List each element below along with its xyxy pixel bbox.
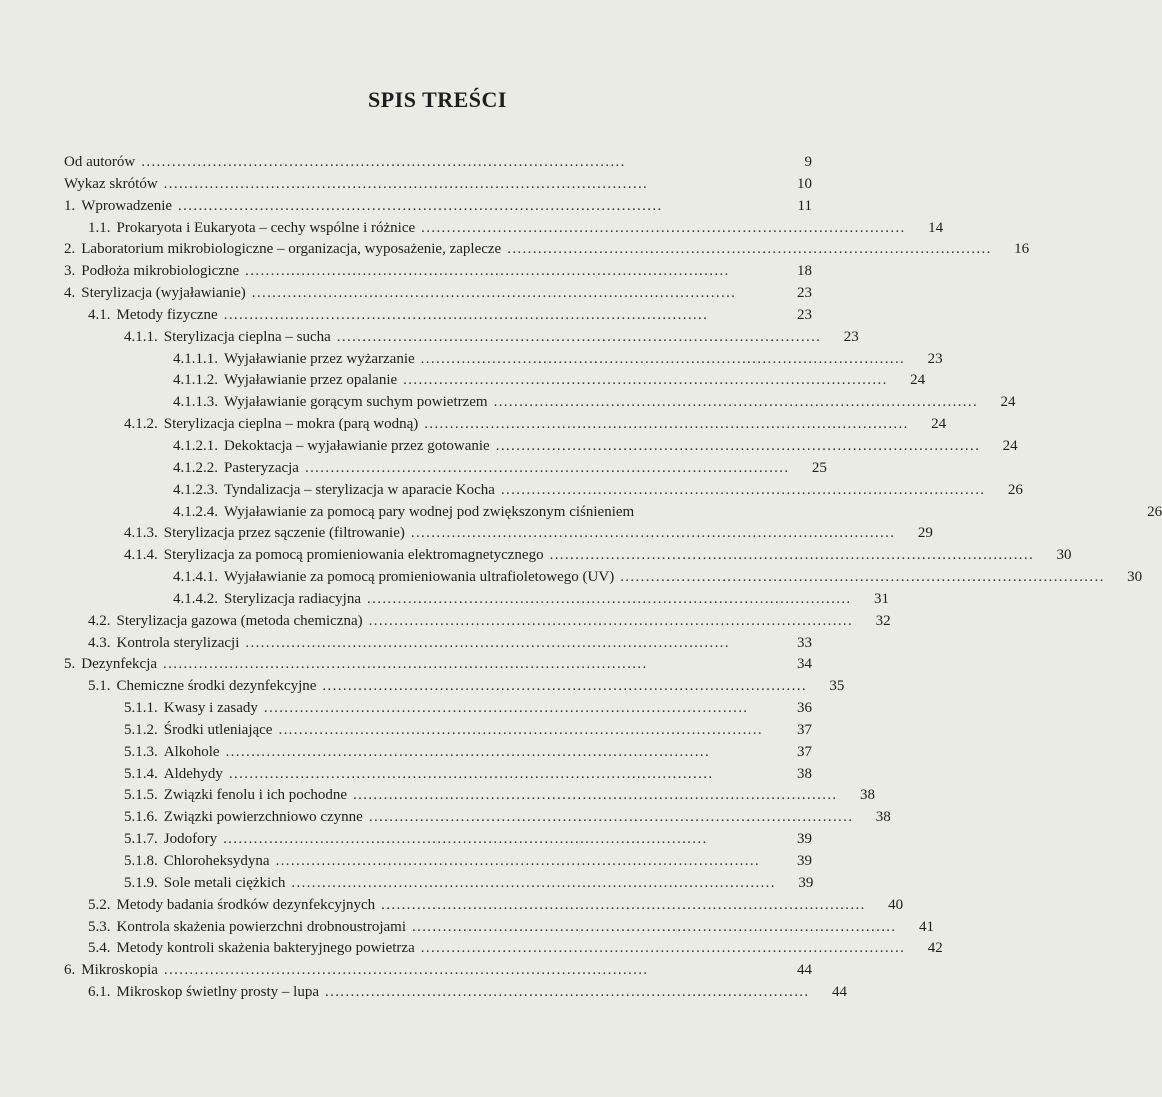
toc-entry-page-number: 24 [931, 416, 947, 433]
toc-entry-number: 5.1. [88, 678, 111, 695]
toc-dot-leader [141, 152, 772, 174]
toc-entry [64, 567, 1143, 589]
toc-entry [64, 545, 1072, 567]
toc-dot-leader [421, 938, 903, 960]
toc-entry-number: 4.1.4.2. [173, 590, 218, 607]
toc-entry-number: 4.1.3. [124, 525, 158, 542]
toc-entry [64, 349, 943, 371]
toc-entry-number: 4.1.1.3. [173, 394, 218, 411]
toc-entry-page-number: 26 [1147, 503, 1162, 520]
toc-entry-label: Metody kontroli skażenia bakteryjnego powietrza [116, 940, 415, 957]
toc-entry [64, 458, 827, 480]
toc-dot-leader [501, 480, 983, 502]
toc-entry [64, 676, 845, 698]
toc-entry-label: Kontrola sterylizacji [116, 634, 240, 651]
toc-entry-label: Sole metali ciężkich [163, 874, 286, 891]
toc-dot-leader [353, 785, 835, 807]
toc-entry-label: Metody fizyczne [116, 306, 218, 323]
toc-dot-leader [369, 611, 851, 633]
toc-dot-leader [367, 589, 849, 611]
toc-entry-number: 5.1.9. [124, 874, 158, 891]
page-title: SPIS TREŚCI [368, 86, 507, 112]
toc-dot-leader [164, 960, 772, 982]
toc-entry-page-number: 16 [1014, 241, 1030, 258]
toc-dot-leader [163, 654, 772, 676]
toc-entry-page-number: 44 [831, 984, 847, 1001]
toc-entry [64, 239, 1030, 261]
toc-entry-page-number: 38 [859, 787, 875, 804]
toc-entry-label: Sterylizacja radiacyjna [224, 590, 362, 607]
toc-entry [64, 196, 812, 218]
toc-entry-page-number: 37 [797, 721, 812, 738]
toc-entry [64, 873, 812, 895]
toc-entry [64, 611, 891, 633]
toc-entry-page-number: 34 [797, 656, 812, 673]
toc-entry-label: Sterylizacja cieplna – sucha [163, 328, 331, 345]
toc-entry-number: 4.1.2.4. [173, 503, 218, 520]
toc-dot-leader [494, 392, 976, 414]
toc-entry-page-number: 23 [797, 306, 812, 323]
toc-entry-label: Metody badania środków dezynfekcyjnych [116, 896, 376, 913]
toc-entry [64, 414, 947, 436]
toc-entry-number: 5.4. [88, 940, 111, 957]
toc-entry-number: 4.1.2.1. [173, 437, 218, 454]
toc-entry [64, 480, 1023, 502]
toc-entry-label: Alkohole [163, 743, 220, 760]
toc-entry-label: Kontrola skażenia powierzchni drobnoustrojami [116, 918, 406, 935]
toc-entry-label: Mikroskopia [81, 962, 158, 979]
toc-entry-label: Jodofory [163, 831, 218, 848]
toc-entry-number: 5.3. [88, 918, 111, 935]
toc-entry-label: Wyjaławianie gorącym suchym powietrzem [224, 394, 488, 411]
toc-entry-page-number: 44 [797, 962, 812, 979]
toc-entry-label: Sterylizacja przez sączenie (filtrowanie) [163, 525, 405, 542]
toc-entry-page-number: 38 [875, 809, 891, 826]
toc-entry-label: Sterylizacja gazowa (metoda chemiczna) [116, 612, 363, 629]
toc-entry-label: Mikroskop świetlny prosty – lupa [116, 984, 319, 1001]
toc-entry-number: 5.1.8. [124, 853, 158, 869]
toc-entry-number: 2. [64, 241, 76, 258]
toc-entry-number: 4.1.2.2. [173, 459, 218, 476]
toc-dot-leader [252, 283, 772, 305]
toc-entry-number: 5.1.3. [124, 743, 158, 760]
toc-entry-page-number: 39 [797, 853, 812, 869]
toc-entry-page-number: 32 [875, 612, 891, 629]
toc-dot-leader [178, 196, 772, 218]
toc-entry-label: Sterylizacja (wyjaławianie) [81, 285, 246, 302]
toc-entry-number: 4.2. [88, 612, 111, 629]
toc-dot-leader [620, 567, 1102, 589]
toc-entry-label: Wykaz skrótów [64, 175, 158, 192]
toc-entry-label: Aldehydy [163, 765, 223, 782]
toc-entry-number: 5.2. [88, 896, 111, 913]
toc-dot-leader [411, 523, 893, 545]
toc-entry-number: 4.1.2. [124, 416, 158, 433]
toc-entry [64, 807, 891, 829]
toc-entry-label: Laboratorium mikrobiologiczne – organizacja, wyposażenie, zaplecze [81, 241, 502, 258]
toc-dot-leader [550, 545, 1032, 567]
toc-entry-number: 4.1.1.2. [173, 372, 218, 389]
toc-entry-label: Sterylizacja cieplna – mokra (parą wodną) [163, 416, 419, 433]
toc-dot-leader [412, 917, 894, 939]
toc-dot-leader [496, 436, 978, 458]
toc-entry [64, 392, 1016, 414]
toc-entry-label: Pasteryzacja [224, 459, 299, 476]
toc-entry-page-number: 37 [797, 743, 812, 760]
toc-entry-page-number: 14 [928, 219, 944, 236]
toc-entry [64, 764, 812, 786]
toc-entry-number: 4.1.1.1. [173, 350, 218, 367]
toc-entry [64, 589, 889, 611]
toc-entry [64, 174, 812, 196]
toc-entry [64, 523, 933, 545]
toc-entry-label: Kwasy i zasady [163, 700, 258, 717]
toc-entry [64, 938, 943, 960]
toc-dot-leader [291, 873, 773, 895]
toc-entry-number: 6. [64, 962, 76, 979]
toc-entry [64, 261, 812, 283]
toc-entry-label: Podłoża mikrobiologiczne [81, 263, 240, 280]
toc-dot-leader [223, 829, 772, 851]
toc-entry-label: Wyjaławianie przez wyżarzanie [224, 350, 415, 367]
toc-entry [64, 829, 812, 851]
toc-entry-page-number: 26 [1007, 481, 1023, 498]
toc-entry-page-number: 18 [797, 263, 812, 280]
toc-entry-page-number: 41 [918, 918, 934, 935]
toc-entry-number: 4.1.4.1. [173, 569, 218, 586]
toc-entry-number: 5.1.4. [124, 765, 158, 782]
toc-entry-page-number: 39 [797, 831, 812, 848]
toc-entry-label: Dekoktacja – wyjaławianie przez gotowanie [224, 437, 490, 454]
toc-entry-page-number: 36 [797, 700, 812, 717]
toc-entry [64, 283, 812, 305]
toc-entry [64, 218, 944, 240]
toc-entry-page-number: 25 [811, 459, 827, 476]
toc-entry [64, 720, 812, 742]
toc-entry-number: 4.1.2.3. [173, 481, 218, 498]
toc-dot-leader [403, 370, 885, 392]
toc-dot-leader [322, 676, 804, 698]
toc-entry-label: Wyjaławianie za pomocą pary wodnej pod zwiększonym ciśnieniem [224, 503, 635, 520]
toc-entry-label: Dezynfekcja [81, 656, 158, 673]
toc-dot-leader [264, 698, 772, 720]
table-of-contents [64, 152, 1162, 1004]
toc-entry-number: 4. [64, 285, 76, 302]
toc-entry-number: 6.1. [88, 984, 111, 1001]
toc-dot-leader [245, 261, 772, 283]
toc-entry-number: 5.1.7. [124, 831, 158, 848]
toc-entry-page-number: 23 [927, 350, 943, 367]
toc-entry-page-number: 38 [797, 765, 812, 782]
toc-entry [64, 327, 859, 349]
toc-entry-page-number: 40 [888, 896, 904, 913]
toc-entry-page-number: 11 [797, 197, 812, 214]
toc-entry [64, 851, 812, 873]
toc-dot-leader [424, 414, 906, 436]
toc-entry [64, 436, 1018, 458]
toc-entry [64, 654, 812, 676]
toc-entry [64, 742, 812, 764]
toc-entry [64, 698, 812, 720]
toc-entry-label: Sterylizacja za pomocą promieniowania elektromagnetycznego [163, 547, 544, 564]
toc-dot-leader [305, 458, 787, 480]
toc-entry [64, 917, 934, 939]
toc-entry-number: 5.1.6. [124, 809, 158, 826]
toc-dot-leader [325, 982, 807, 1004]
toc-entry-page-number: 24 [1002, 437, 1018, 454]
toc-entry [64, 502, 1162, 524]
toc-entry-number: 4.3. [88, 634, 111, 651]
toc-entry-label: Związki powierzchniowo czynne [163, 809, 363, 826]
toc-entry-page-number: 10 [797, 175, 812, 192]
toc-dot-leader [381, 895, 863, 917]
toc-entry-number: 1.1. [88, 219, 111, 236]
toc-entry-page-number: 30 [1127, 569, 1143, 586]
toc-entry [64, 982, 847, 1004]
toc-entry-page-number: 24 [910, 372, 926, 389]
toc-entry-label: Chloroheksydyna [163, 853, 270, 869]
toc-dot-leader [507, 239, 989, 261]
toc-entry-label: Tyndalizacja – sterylizacja w aparacie Kocha [224, 481, 495, 498]
toc-entry-label: Od autorów [64, 154, 136, 170]
toc-entry [64, 152, 812, 174]
toc-entry-label: Chemiczne środki dezynfekcyjne [116, 678, 317, 695]
toc-entry-label: Wprowadzenie [81, 197, 173, 214]
toc-dot-leader [276, 851, 772, 873]
toc-entry-label: Środki utleniające [163, 721, 273, 738]
toc-entry-page-number: 23 [843, 328, 859, 345]
toc-dot-leader [164, 174, 772, 196]
toc-entry-page-number: 33 [797, 634, 812, 651]
toc-entry [64, 785, 875, 807]
toc-entry-page-number: 23 [797, 285, 812, 302]
toc-entry-page-number: 9 [804, 154, 812, 170]
toc-dot-leader [245, 633, 772, 655]
toc-entry [64, 305, 812, 327]
toc-entry-page-number: 29 [917, 525, 933, 542]
toc-entry-page-number: 30 [1056, 547, 1072, 564]
toc-entry-number: 4.1. [88, 306, 111, 323]
toc-entry-page-number: 35 [829, 678, 845, 695]
toc-entry-label: Wyjaławianie za pomocą promieniowania ultrafioletowego (UV) [224, 569, 615, 586]
toc-entry-number: 3. [64, 263, 76, 280]
toc-dot-leader [369, 807, 851, 829]
toc-dot-leader [226, 742, 772, 764]
toc-entry-page-number: 24 [1000, 394, 1016, 411]
toc-entry-page-number: 39 [798, 874, 814, 891]
toc-entry-number: 1. [64, 197, 76, 214]
toc-dot-leader [224, 305, 772, 327]
toc-dot-leader [421, 218, 903, 240]
toc-entry-number: 4.1.4. [124, 547, 158, 564]
toc-dot-leader [229, 764, 772, 786]
toc-entry-label: Prokaryota i Eukaryota – cechy wspólne i różnice [116, 219, 416, 236]
toc-entry-label: Związki fenolu i ich pochodne [163, 787, 348, 804]
toc-dot-leader [278, 720, 772, 742]
toc-entry-number: 5. [64, 656, 76, 673]
toc-entry-number: 5.1.2. [124, 721, 158, 738]
toc-dot-leader [421, 349, 903, 371]
toc-entry-number: 5.1.1. [124, 700, 158, 717]
toc-entry-page-number: 31 [873, 590, 889, 607]
toc-entry-label: Wyjaławianie przez opalanie [224, 372, 398, 389]
toc-entry [64, 895, 904, 917]
toc-entry [64, 633, 812, 655]
toc-entry [64, 370, 926, 392]
toc-entry-page-number: 42 [927, 940, 943, 957]
toc-dot-leader [337, 327, 819, 349]
toc-entry [64, 960, 812, 982]
toc-entry-number: 4.1.1. [124, 328, 158, 345]
toc-entry-number: 5.1.5. [124, 787, 158, 804]
